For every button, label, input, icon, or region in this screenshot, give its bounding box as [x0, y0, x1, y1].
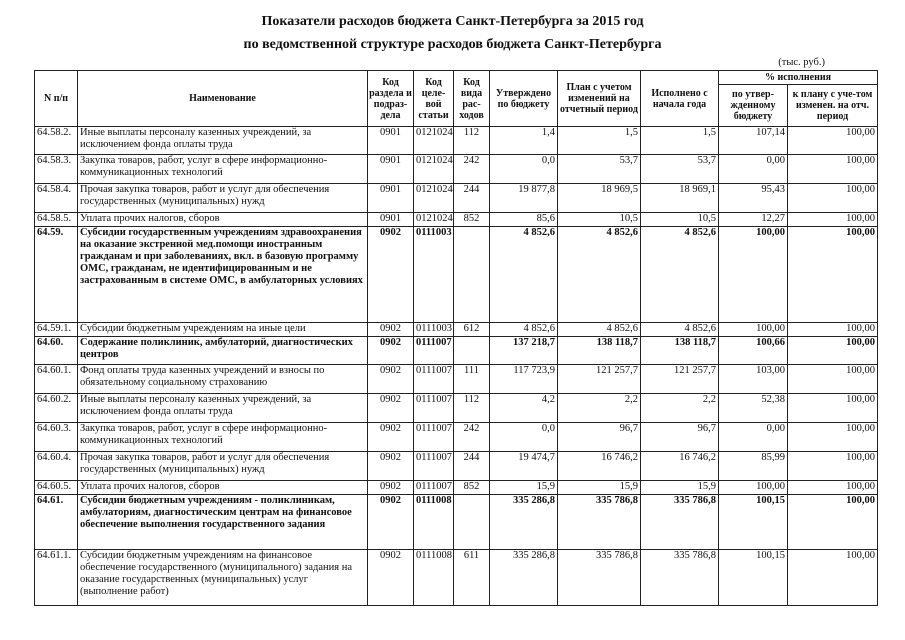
cell-vid: 242: [454, 155, 490, 184]
cell-razdel: 0902: [368, 550, 414, 606]
cell-pct-plan: 100,00: [788, 423, 878, 452]
cell-celevoy: 0111007: [414, 365, 454, 394]
cell-name: Субсидии государственным учреждениям здравоохранения на оказание экстренной мед.помощи иностранным гражданам и при заболеваниях, вкл. в базовую программу ОМС, гражданам, не идентифицированным и не застрахованным в системе ОМС, в амбулаторных условиях: [78, 227, 368, 323]
cell-vid: 112: [454, 394, 490, 423]
cell-utv: 4 852,6: [490, 323, 558, 337]
cell-razdel: 0901: [368, 155, 414, 184]
cell-razdel: 0902: [368, 227, 414, 323]
cell-num: 64.61.1.: [35, 550, 78, 606]
cell-celevoy: 0111007: [414, 394, 454, 423]
cell-vid: 852: [454, 481, 490, 495]
cell-name: Уплата прочих налогов, сборов: [78, 213, 368, 227]
units-label: (тыс. руб.): [778, 57, 825, 68]
cell-razdel: 0902: [368, 495, 414, 550]
cell-isp: 18 969,1: [641, 184, 719, 213]
budget-table: [34, 70, 878, 606]
cell-plan: 335 786,8: [558, 550, 641, 606]
cell-isp: 96,7: [641, 423, 719, 452]
cell-celevoy: 0111003: [414, 323, 454, 337]
cell-pct-utv: 12,27: [719, 213, 788, 227]
cell-pct-plan: 100,00: [788, 495, 878, 550]
cell-utv: 0,0: [490, 155, 558, 184]
cell-name: Содержание поликлиник, амбулаторий, диагностических центров: [78, 337, 368, 365]
cell-pct-plan: 100,00: [788, 155, 878, 184]
cell-pct-plan: 100,00: [788, 365, 878, 394]
cell-vid: 852: [454, 213, 490, 227]
cell-pct-utv: 0,00: [719, 155, 788, 184]
header-celevoy: Код целе-вой статьи: [414, 71, 454, 127]
cell-plan: 4 852,6: [558, 323, 641, 337]
cell-plan: 18 969,5: [558, 184, 641, 213]
cell-pct-plan: 100,00: [788, 323, 878, 337]
cell-name: Субсидии бюджетным учреждениям - поликлиникам, амбулаториям, диагностическим центрам на финансовое обеспечение выполнения государственного задания: [78, 495, 368, 550]
cell-name: Прочая закупка товаров, работ и услуг для обеспечения государственных (муниципальных) нужд: [78, 452, 368, 481]
cell-num: 64.60.3.: [35, 423, 78, 452]
cell-celevoy: 0111007: [414, 452, 454, 481]
cell-num: 64.59.1.: [35, 323, 78, 337]
cell-isp: 335 786,8: [641, 495, 719, 550]
cell-isp: 16 746,2: [641, 452, 719, 481]
cell-razdel: 0901: [368, 184, 414, 213]
cell-pct-plan: 100,00: [788, 337, 878, 365]
cell-razdel: 0901: [368, 127, 414, 155]
cell-razdel: 0902: [368, 394, 414, 423]
cell-razdel: 0902: [368, 323, 414, 337]
cell-utv: 137 218,7: [490, 337, 558, 365]
cell-name: Иные выплаты персоналу казенных учреждений, за исключением фонда оплаты труда: [78, 394, 368, 423]
cell-utv: 19 474,7: [490, 452, 558, 481]
cell-razdel: 0902: [368, 452, 414, 481]
cell-pct-utv: 103,00: [719, 365, 788, 394]
cell-name: Фонд оплаты труда казенных учреждений и взносы по обязательному социальному страхованию: [78, 365, 368, 394]
cell-plan: 96,7: [558, 423, 641, 452]
cell-pct-plan: 100,00: [788, 127, 878, 155]
cell-razdel: 0902: [368, 481, 414, 495]
cell-pct-utv: 100,15: [719, 495, 788, 550]
cell-utv: 0,0: [490, 423, 558, 452]
table-row: [35, 423, 878, 452]
header-pct-plan: к плану с уче-том изменен. на отч. период: [788, 85, 878, 127]
cell-pct-utv: 100,00: [719, 323, 788, 337]
cell-plan: 138 118,7: [558, 337, 641, 365]
header-pct: % исполнения: [719, 71, 878, 85]
table-row: [35, 452, 878, 481]
cell-isp: 1,5: [641, 127, 719, 155]
cell-vid: 112: [454, 127, 490, 155]
cell-isp: 53,7: [641, 155, 719, 184]
cell-vid: 244: [454, 184, 490, 213]
cell-num: 64.60.: [35, 337, 78, 365]
cell-utv: 117 723,9: [490, 365, 558, 394]
cell-utv: 335 286,8: [490, 550, 558, 606]
cell-pct-plan: 100,00: [788, 452, 878, 481]
cell-pct-utv: 107,14: [719, 127, 788, 155]
cell-celevoy: 0121024: [414, 184, 454, 213]
table-row: [35, 323, 878, 337]
cell-plan: 10,5: [558, 213, 641, 227]
cell-celevoy: 0111007: [414, 481, 454, 495]
cell-vid: [454, 337, 490, 365]
header-pct-utv: по утвер-жденному бюджету: [719, 85, 788, 127]
cell-name: Закупка товаров, работ, услуг в сфере информационно-коммуникационных технологий: [78, 155, 368, 184]
cell-isp: 138 118,7: [641, 337, 719, 365]
table-row: [35, 127, 878, 155]
cell-name: Закупка товаров, работ, услуг в сфере информационно-коммуникационных технологий: [78, 423, 368, 452]
cell-pct-utv: 100,00: [719, 227, 788, 323]
cell-isp: 335 786,8: [641, 550, 719, 606]
cell-isp: 15,9: [641, 481, 719, 495]
cell-vid: [454, 227, 490, 323]
cell-utv: 85,6: [490, 213, 558, 227]
cell-plan: 335 786,8: [558, 495, 641, 550]
cell-utv: 335 286,8: [490, 495, 558, 550]
cell-celevoy: 0121024: [414, 155, 454, 184]
cell-pct-utv: 85,99: [719, 452, 788, 481]
cell-celevoy: 0111007: [414, 337, 454, 365]
header-name: Наименование: [78, 71, 368, 127]
cell-razdel: 0902: [368, 365, 414, 394]
cell-isp: 4 852,6: [641, 323, 719, 337]
cell-num: 64.58.2.: [35, 127, 78, 155]
cell-name: Субсидии бюджетным учреждениям на иные цели: [78, 323, 368, 337]
table-row: [35, 227, 878, 323]
cell-pct-utv: 100,00: [719, 481, 788, 495]
cell-vid: 244: [454, 452, 490, 481]
cell-plan: 1,5: [558, 127, 641, 155]
cell-celevoy: 0111008: [414, 495, 454, 550]
cell-num: 64.58.4.: [35, 184, 78, 213]
cell-vid: [454, 495, 490, 550]
cell-celevoy: 0121024: [414, 213, 454, 227]
cell-name: Иные выплаты персоналу казенных учреждений, за исключением фонда оплаты труда: [78, 127, 368, 155]
cell-pct-utv: 0,00: [719, 423, 788, 452]
cell-num: 64.59.: [35, 227, 78, 323]
cell-pct-plan: 100,00: [788, 481, 878, 495]
cell-razdel: 0902: [368, 423, 414, 452]
cell-isp: 4 852,6: [641, 227, 719, 323]
cell-celevoy: 0111003: [414, 227, 454, 323]
header-isp: Исполнено с начала года: [641, 71, 719, 127]
cell-plan: 16 746,2: [558, 452, 641, 481]
cell-name: Уплата прочих налогов, сборов: [78, 481, 368, 495]
cell-pct-utv: 95,43: [719, 184, 788, 213]
table-row: [35, 394, 878, 423]
cell-utv: 4 852,6: [490, 227, 558, 323]
cell-pct-utv: 100,66: [719, 337, 788, 365]
table-body: [35, 127, 878, 606]
table-row: [35, 495, 878, 550]
cell-celevoy: 0111007: [414, 423, 454, 452]
table-row: [35, 155, 878, 184]
cell-pct-plan: 100,00: [788, 394, 878, 423]
cell-utv: 4,2: [490, 394, 558, 423]
cell-razdel: 0902: [368, 337, 414, 365]
cell-utv: 15,9: [490, 481, 558, 495]
cell-name: Прочая закупка товаров, работ и услуг для обеспечения государственных (муниципальных) нужд: [78, 184, 368, 213]
cell-pct-plan: 100,00: [788, 550, 878, 606]
cell-num: 64.58.3.: [35, 155, 78, 184]
report-title-line1: Показатели расходов бюджета Санкт-Петербурга за 2015 год: [261, 14, 644, 29]
cell-utv: 19 877,8: [490, 184, 558, 213]
cell-isp: 2,2: [641, 394, 719, 423]
table-row: [35, 550, 878, 606]
cell-pct-plan: 100,00: [788, 184, 878, 213]
cell-num: 64.60.2.: [35, 394, 78, 423]
cell-num: 64.60.4.: [35, 452, 78, 481]
cell-celevoy: 0111008: [414, 550, 454, 606]
cell-celevoy: 0121024: [414, 127, 454, 155]
header-num: N п/п: [35, 71, 78, 127]
cell-vid: 242: [454, 423, 490, 452]
cell-plan: 121 257,7: [558, 365, 641, 394]
table-row: [35, 213, 878, 227]
cell-pct-plan: 100,00: [788, 227, 878, 323]
header-vid: Код вида рас-ходов: [454, 71, 490, 127]
cell-name: Субсидии бюджетным учреждениям на финансовое обеспечение государственного (муниципального) задания на оказание государственных (муниципальных) услуг (выполнение работ): [78, 550, 368, 606]
header-razdel: Код раздела и подраз-дела: [368, 71, 414, 127]
cell-plan: 2,2: [558, 394, 641, 423]
cell-plan: 15,9: [558, 481, 641, 495]
header-utv: Утверждено по бюджету: [490, 71, 558, 127]
cell-vid: 612: [454, 323, 490, 337]
cell-razdel: 0901: [368, 213, 414, 227]
report-title-line2: по ведомственной структуре расходов бюджета Санкт-Петербурга: [243, 37, 662, 52]
cell-utv: 1,4: [490, 127, 558, 155]
cell-num: 64.60.1.: [35, 365, 78, 394]
cell-plan: 53,7: [558, 155, 641, 184]
cell-pct-utv: 100,15: [719, 550, 788, 606]
cell-isp: 10,5: [641, 213, 719, 227]
table-row: [35, 337, 878, 365]
cell-vid: 611: [454, 550, 490, 606]
cell-plan: 4 852,6: [558, 227, 641, 323]
table-row: [35, 481, 878, 495]
cell-num: 64.61.: [35, 495, 78, 550]
cell-vid: 111: [454, 365, 490, 394]
header-plan: План с учетом изменений на отчетный период: [558, 71, 641, 127]
table-row: [35, 365, 878, 394]
cell-pct-plan: 100,00: [788, 213, 878, 227]
cell-num: 64.58.5.: [35, 213, 78, 227]
cell-pct-utv: 52,38: [719, 394, 788, 423]
cell-isp: 121 257,7: [641, 365, 719, 394]
cell-num: 64.60.5.: [35, 481, 78, 495]
table-row: [35, 184, 878, 213]
